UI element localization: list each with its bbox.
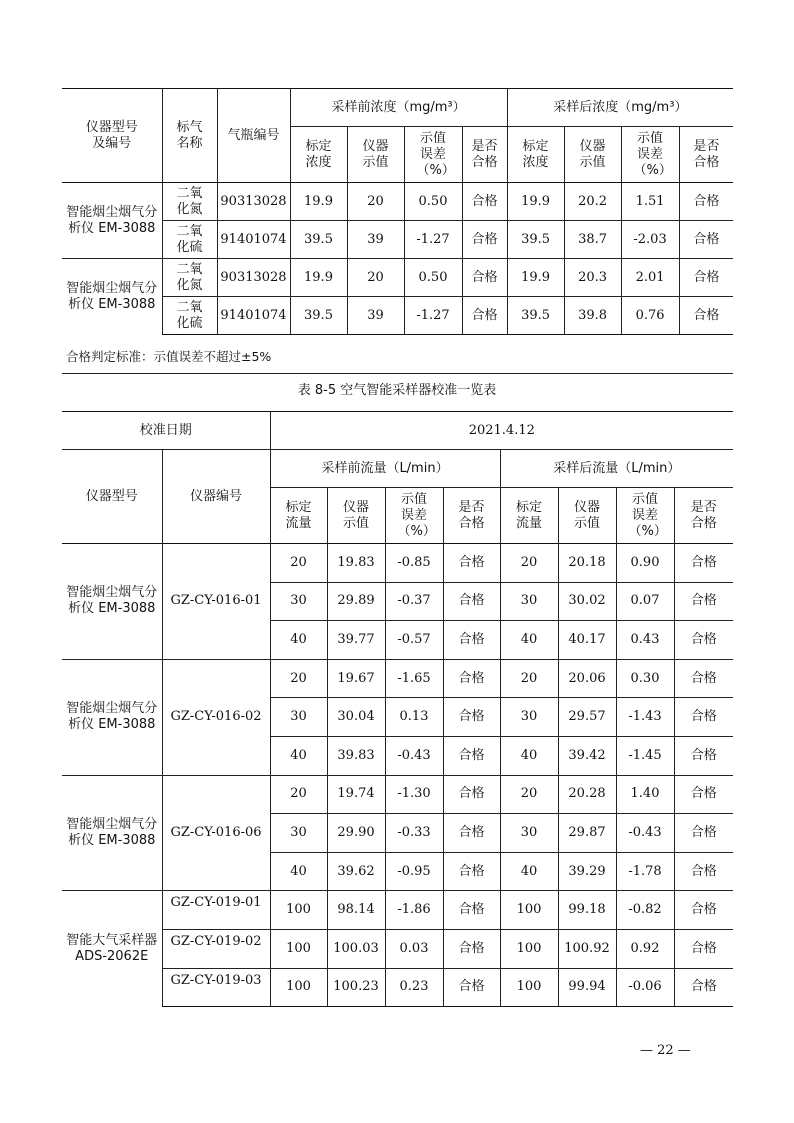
table-row [62,659,733,698]
value-cell: 100 [270,968,327,1007]
model-cell: 智能烟尘烟气分析仪 EM-3088 [62,544,162,660]
pass-cell: 合格 [679,183,733,221]
value-cell: 0.92 [616,929,674,968]
pass-cell: 合格 [674,544,733,583]
value-cell: 0.50 [404,259,462,297]
value-cell: 0.13 [385,698,443,737]
header-std-after: 标定浓度 [507,127,564,183]
value-cell: 39.29 [558,852,616,891]
pass-cell: 合格 [443,736,500,775]
header-reading-before: 仪器示值 [327,488,385,544]
header-std-before: 标定浓度 [290,127,347,183]
header-std-after: 标定流量 [500,488,558,544]
value-cell: 2.01 [621,259,679,297]
pass-cell: 合格 [443,891,500,930]
pass-cell: 合格 [443,582,500,621]
value-cell: 100 [270,929,327,968]
header-model: 仪器型号 [62,450,162,544]
value-cell: 30 [500,698,558,737]
pass-cell: 合格 [462,259,507,297]
value-cell: -1.27 [404,297,462,335]
value-cell: 30.02 [558,582,616,621]
header-gas: 标气名称 [162,89,217,183]
id-cell: GZ-CY-016-02 [162,659,270,775]
pass-cell: 合格 [674,659,733,698]
value-cell: 20 [347,259,404,297]
value-cell: -0.37 [385,582,443,621]
pass-cell: 合格 [462,183,507,221]
value-cell: 19.9 [290,259,347,297]
header-pass-after: 是否合格 [674,488,733,544]
value-cell: 29.89 [327,582,385,621]
pass-cell: 合格 [674,775,733,814]
criteria-note: 合格判定标准：示值误差不超过±5% [66,349,272,364]
value-cell: 20 [270,659,327,698]
value-cell: 30 [500,814,558,853]
gas-calibration-table [62,88,733,335]
header-pass-before: 是否合格 [443,488,500,544]
value-cell: 39.5 [507,297,564,335]
table-row [62,183,733,221]
value-cell: 0.30 [616,659,674,698]
table-row [62,221,733,259]
value-cell: 20.2 [564,183,621,221]
value-cell: -0.43 [385,736,443,775]
cylinder-cell: 90313028 [217,259,290,297]
value-cell: 19.9 [507,259,564,297]
value-cell: 38.7 [564,221,621,259]
id-cell: GZ-CY-019-03 [162,968,270,1007]
header-after: 采样后浓度（mg/m³） [507,89,733,127]
value-cell: 98.14 [327,891,385,930]
table-row [62,775,733,814]
value-cell: -1.65 [385,659,443,698]
value-cell: -0.82 [616,891,674,930]
header-pass-after: 是否合格 [679,127,733,183]
value-cell: 20 [270,775,327,814]
value-cell: 99.94 [558,968,616,1007]
value-cell: 30 [500,582,558,621]
value-cell: 20 [500,775,558,814]
header-error-before: 示值误差（%） [404,127,462,183]
value-cell: 20.18 [558,544,616,583]
date-value: 2021.4.12 [270,412,733,450]
value-cell: -2.03 [621,221,679,259]
value-cell: 20 [347,183,404,221]
value-cell: -1.43 [616,698,674,737]
value-cell: 40 [270,852,327,891]
pass-cell: 合格 [443,659,500,698]
value-cell: 0.43 [616,621,674,660]
header-id: 仪器编号 [162,450,270,544]
value-cell: 39.8 [564,297,621,335]
pass-cell: 合格 [674,968,733,1007]
id-cell: GZ-CY-019-01 [162,891,270,930]
value-cell: -0.06 [616,968,674,1007]
value-cell: 1.51 [621,183,679,221]
header-after: 采样后流量（L/min） [500,450,733,488]
model-cell: 智能烟尘烟气分析仪 EM-3088 [62,259,162,335]
header-before: 采样前流量（L/min） [270,450,500,488]
model-cell: 智能烟尘烟气分析仪 EM-3088 [62,183,162,259]
value-cell: 40.17 [558,621,616,660]
value-cell: -0.33 [385,814,443,853]
value-cell: 19.74 [327,775,385,814]
table-row [62,929,733,968]
pass-cell: 合格 [679,221,733,259]
value-cell: 39 [347,297,404,335]
value-cell: 0.90 [616,544,674,583]
value-cell: 100.03 [327,929,385,968]
table-row [62,259,733,297]
pass-cell: 合格 [443,544,500,583]
value-cell: 0.03 [385,929,443,968]
value-cell: 30.04 [327,698,385,737]
pass-cell: 合格 [674,814,733,853]
table-row [62,544,733,583]
value-cell: 39.5 [290,297,347,335]
value-cell: 39.83 [327,736,385,775]
header-model: 仪器型号及编号 [62,89,162,183]
pass-cell: 合格 [674,698,733,737]
header-cylinder: 气瓶编号 [217,89,290,183]
id-cell: GZ-CY-016-06 [162,775,270,891]
value-cell: 20 [270,544,327,583]
gas-cell: 二氧化硫 [162,297,217,335]
value-cell: -1.30 [385,775,443,814]
value-cell: 99.18 [558,891,616,930]
value-cell: 40 [500,621,558,660]
value-cell: -0.85 [385,544,443,583]
value-cell: 40 [500,852,558,891]
pass-cell: 合格 [674,929,733,968]
pass-cell: 合格 [674,736,733,775]
value-cell: 40 [500,736,558,775]
value-cell: 20.06 [558,659,616,698]
value-cell: 30 [270,582,327,621]
pass-cell: 合格 [674,891,733,930]
value-cell: 39.5 [507,221,564,259]
value-cell: -1.86 [385,891,443,930]
cylinder-cell: 91401074 [217,221,290,259]
page-number: — 22 — [640,1043,691,1058]
value-cell: 1.40 [616,775,674,814]
value-cell: 29.87 [558,814,616,853]
flow-calibration-table [62,411,733,1007]
value-cell: 40 [270,621,327,660]
value-cell: 0.76 [621,297,679,335]
table-row [62,891,733,930]
value-cell: 30 [270,698,327,737]
value-cell: 100.23 [327,968,385,1007]
model-cell: 智能烟尘烟气分析仪 EM-3088 [62,659,162,775]
model-cell: 智能烟尘烟气分析仪 EM-3088 [62,775,162,891]
value-cell: 20.28 [558,775,616,814]
gas-cell: 二氧化氮 [162,259,217,297]
value-cell: 20.3 [564,259,621,297]
value-cell: 0.07 [616,582,674,621]
table-caption: 表 8-5 空气智能采样器校准一览表 [297,383,497,398]
header-reading-after: 仪器示值 [564,127,621,183]
id-cell: GZ-CY-019-02 [162,929,270,968]
id-cell: GZ-CY-016-01 [162,544,270,660]
pass-cell: 合格 [443,775,500,814]
pass-cell: 合格 [443,968,500,1007]
value-cell: 39.62 [327,852,385,891]
header-std-before: 标定流量 [270,488,327,544]
gas-cell: 二氧化氮 [162,183,217,221]
pass-cell: 合格 [674,621,733,660]
value-cell: -0.57 [385,621,443,660]
value-cell: 0.23 [385,968,443,1007]
value-cell: -1.27 [404,221,462,259]
value-cell: 100 [500,968,558,1007]
header-reading-before: 仪器示值 [347,127,404,183]
value-cell: -1.78 [616,852,674,891]
model-cell: 智能大气采样器 ADS-2062E [62,891,162,1007]
value-cell: -1.45 [616,736,674,775]
header-before: 采样前浓度（mg/m³） [290,89,507,127]
value-cell: 39.77 [327,621,385,660]
pass-cell: 合格 [443,929,500,968]
divider [62,373,733,374]
cylinder-cell: 91401074 [217,297,290,335]
value-cell: 40 [270,736,327,775]
value-cell: 100 [500,891,558,930]
pass-cell: 合格 [443,814,500,853]
value-cell: 0.50 [404,183,462,221]
cylinder-cell: 90313028 [217,183,290,221]
value-cell: 29.90 [327,814,385,853]
pass-cell: 合格 [679,297,733,335]
value-cell: 39.42 [558,736,616,775]
value-cell: -0.43 [616,814,674,853]
value-cell: 19.83 [327,544,385,583]
header-error-after: 示值误差（%） [616,488,674,544]
pass-cell: 合格 [443,621,500,660]
gas-cell: 二氧化硫 [162,221,217,259]
table-row [62,968,733,1007]
pass-cell: 合格 [674,582,733,621]
value-cell: 20 [500,544,558,583]
date-label: 校准日期 [62,412,270,450]
value-cell: 30 [270,814,327,853]
value-cell: 39 [347,221,404,259]
value-cell: 19.67 [327,659,385,698]
pass-cell: 合格 [674,852,733,891]
header-error-after: 示值误差（%） [621,127,679,183]
value-cell: 100.92 [558,929,616,968]
value-cell: -0.95 [385,852,443,891]
value-cell: 20 [500,659,558,698]
value-cell: 100 [270,891,327,930]
table-row [62,297,733,335]
value-cell: 29.57 [558,698,616,737]
header-pass-before: 是否合格 [462,127,507,183]
header-error-before: 示值误差（%） [385,488,443,544]
value-cell: 100 [500,929,558,968]
pass-cell: 合格 [679,259,733,297]
value-cell: 19.9 [507,183,564,221]
pass-cell: 合格 [443,852,500,891]
value-cell: 39.5 [290,221,347,259]
pass-cell: 合格 [462,297,507,335]
header-reading-after: 仪器示值 [558,488,616,544]
value-cell: 19.9 [290,183,347,221]
pass-cell: 合格 [443,698,500,737]
pass-cell: 合格 [462,221,507,259]
